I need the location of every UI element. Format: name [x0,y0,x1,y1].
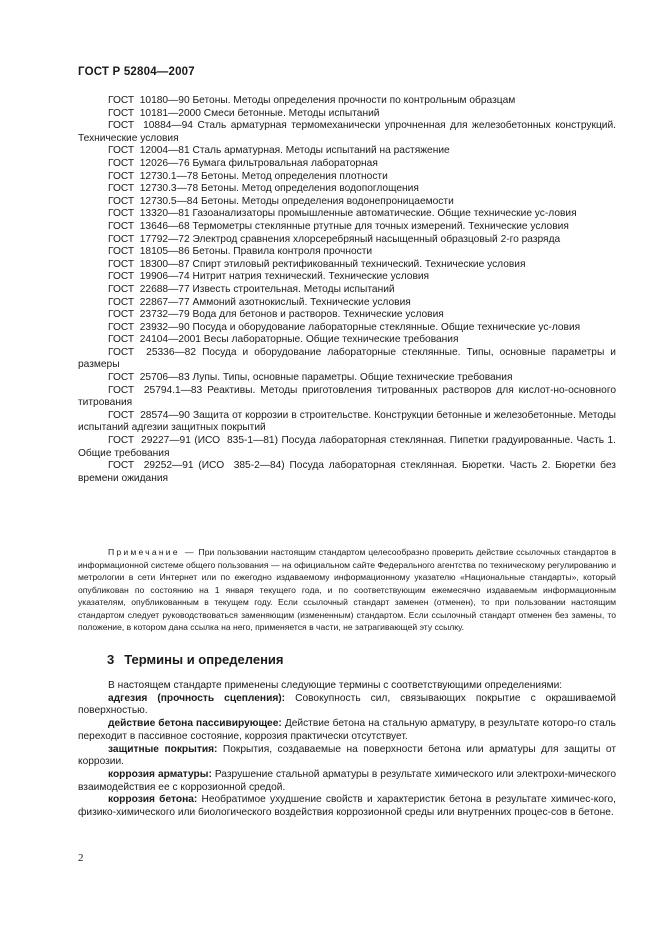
section-title: Термины и определения [124,652,284,667]
definition-term: коррозия бетона: [108,794,198,806]
reference-item [78,108,616,121]
reference-code: ГОСТ 29252—91 (ИСО 385-2—84) [108,460,285,472]
definition-text: Необратимое ухудшение свойств и характеристик бетона в результате химичес-кого, физико-химического или биологического воздействия коррозионной среды или внутренних процес-сов в бетоне. [78,794,616,819]
reference-item [78,246,616,259]
reference-item [78,158,616,171]
reference-title: Посуда лабораторная стеклянная. Бюретки. Часть 2. Бюретки без времени ожидания [78,460,616,484]
reference-item [78,171,616,184]
note-label: Примечание — [108,547,196,557]
reference-title: Бумага фильтровальная лабораторная [192,157,378,169]
reference-code: ГОСТ 13646—68 [108,220,190,232]
reference-code: ГОСТ 24104—2001 [108,334,201,346]
reference-item [78,196,616,209]
reference-item [78,297,616,310]
reference-item [78,309,616,322]
reference-title: Сталь арматурная. Методы испытаний на растяжение [192,145,450,157]
reference-code: ГОСТ 18105—86 [108,246,190,258]
reference-title: Реактивы. Методы приготовления титрованных растворов для кислот-но-основного титрования [78,384,616,409]
reference-title: Сталь арматурная термомеханически упрочненная для железобетонных конструкций. Технические условия [78,120,616,144]
reference-item [78,284,616,297]
reference-item [78,208,616,221]
reference-title: Бетоны. Методы определения водонепроницаемости [200,195,454,207]
reference-code: ГОСТ 13320—81 [108,208,190,220]
note-text: При пользовании настоящим стандартом целесообразно проверить действие ссылочных стандартов в информационной системе общего пользования — на официальном сайте Федерального агентства по техническому регулированию и метрологии в сети Интернет или по ежегодно издаваемому информационному указателю «Национальные стандарты», который опубликован по состоянию на 1 января текущего года, и по соответствующим ежемесячно издаваемым информационным указателям, опубликованным в текущем году. Если ссылочный стандарт заменен (отменен), то при пользовании настоящим стандартом следует руководствоваться заменяющим (измененным) стандартом. Если ссылочный стандарт отменен без замены, то положение, в котором дана ссылка на него, применяется в части, не затрагивающей эту ссылку. [78,547,617,632]
document-header: ГОСТ Р 52804—2007 [78,66,195,78]
reference-title: Спирт этиловый ректификованный технический. Технические условия [192,258,526,270]
reference-item [78,322,616,335]
definition-term: коррозия арматуры: [108,768,212,780]
reference-title: Бетоны. Метод определения плотности [200,170,388,182]
reference-title: Бетоны. Правила контроля прочности [192,246,373,258]
reference-code: ГОСТ 12730.5—84 [108,195,199,207]
reference-item [78,234,616,247]
definition-term: действие бетона пассивирующее: [108,718,282,730]
reference-title: Термометры стеклянные ртутные для точных измерений. Технические условия [192,220,569,232]
reference-item [78,347,616,372]
reference-code: ГОСТ 22867—77 [108,296,190,308]
section-heading [107,652,284,667]
reference-code: ГОСТ 10884—94 [108,120,193,132]
definition-item [78,744,616,769]
definition-text: Совокупность сил, связывающих покрытие с окрашиваемой поверхностью. [78,692,616,717]
reference-item [78,271,616,284]
reference-code: ГОСТ 25336—82 [108,346,197,358]
reference-item [78,145,616,158]
definition-item [78,693,616,718]
definition-term: адгезия (прочность сцепления): [108,692,286,704]
reference-code: ГОСТ 25706—83 [108,372,190,384]
reference-item [78,410,616,435]
reference-code: ГОСТ 22688—77 [108,283,190,295]
reference-item [78,183,616,196]
reference-title: Посуда и оборудование лабораторные стеклянные. Общие технические ус-ловия [192,321,581,333]
reference-code: ГОСТ 28574—90 [108,409,190,421]
reference-item [78,120,616,145]
reference-item [78,460,616,485]
definition-item [78,769,616,794]
reference-item [78,95,616,108]
reference-title: Смеси бетонные. Методы испытаний [203,107,380,119]
reference-code: ГОСТ 10181—2000 [108,107,201,119]
reference-item [78,385,616,410]
normative-references-list [78,95,616,485]
reference-code: ГОСТ 23732—79 [108,309,190,321]
definition-text: Покрытия, создаваемые на поверхности бетона или арматуры для защиты от коррозии. [78,743,616,768]
reference-item [78,334,616,347]
definition-term: защитные покрытия: [108,743,218,755]
reference-code: ГОСТ 19906—74 [108,271,190,283]
reference-item [78,259,616,272]
reference-title: Газоанализаторы промышленные автоматические. Общие технические ус-ловия [192,208,577,220]
reference-title: Аммоний азотнокислый. Технические условия [192,296,411,308]
references-note [78,546,616,634]
reference-code: ГОСТ 25794.1—83 [108,384,203,396]
reference-title: Бетоны. Метод определения водопоглощения [200,183,419,195]
reference-item [78,435,616,460]
definition-text: Действие бетона на стальную арматуру, в результате которо-го сталь переходит в пассивное состояние, коррозия практически отсутствует. [78,718,616,742]
reference-code: ГОСТ 23932—90 [108,321,190,333]
reference-title: Бетоны. Методы определения прочности по контрольным образцам [192,95,516,106]
reference-title: Нитрит натрия технический. Технические условия [192,271,430,283]
reference-code: ГОСТ 29227—91 (ИСО 835-1—81) [108,435,278,447]
reference-item [78,221,616,234]
reference-code: ГОСТ 12026—76 [108,157,190,169]
definition-item [78,794,616,819]
reference-code: ГОСТ 17792—72 [108,233,190,245]
reference-title: Посуда лабораторная стеклянная. Пипетки градуированные. Часть 1. Общие требования [78,435,616,459]
reference-code: ГОСТ 12004—81 [108,145,190,157]
reference-title: Защита от коррозии в строительстве. Конструкции бетонные и железобетонные. Методы испытаний адгезии защитных покрытий [78,409,616,434]
page-number: 2 [78,852,84,864]
definitions-list [78,680,616,820]
definition-item [78,718,616,743]
reference-item [78,372,616,385]
reference-code: ГОСТ 18300—87 [108,258,190,270]
definitions-intro: В настоящем стандарте применены следующие термины с соответствующими определениями: [108,680,563,691]
definition-text: Разрушение стальной арматуры в результате химического или электрохи-мического взаимодействия ее с коррозионной средой. [78,768,616,793]
reference-code: ГОСТ 12730.3—78 [108,183,199,195]
reference-code: ГОСТ 12730.1—78 [108,170,199,182]
section-number: 3 [107,652,115,667]
reference-title: Известь строительная. Методы испытаний [192,283,395,295]
reference-title: Вода для бетонов и растворов. Технические условия [192,309,444,321]
reference-title: Посуда и оборудование лабораторные стеклянные. Типы, основные параметры и размеры [78,346,616,371]
reference-code: ГОСТ 10180—90 [108,95,190,106]
reference-title: Лупы. Типы, основные параметры. Общие технические требования [192,372,513,384]
reference-title: Электрод сравнения хлорсеребряный насыщенный образцовый 2-го разряда [192,233,561,245]
reference-title: Весы лабораторные. Общие технические требования [203,334,459,346]
